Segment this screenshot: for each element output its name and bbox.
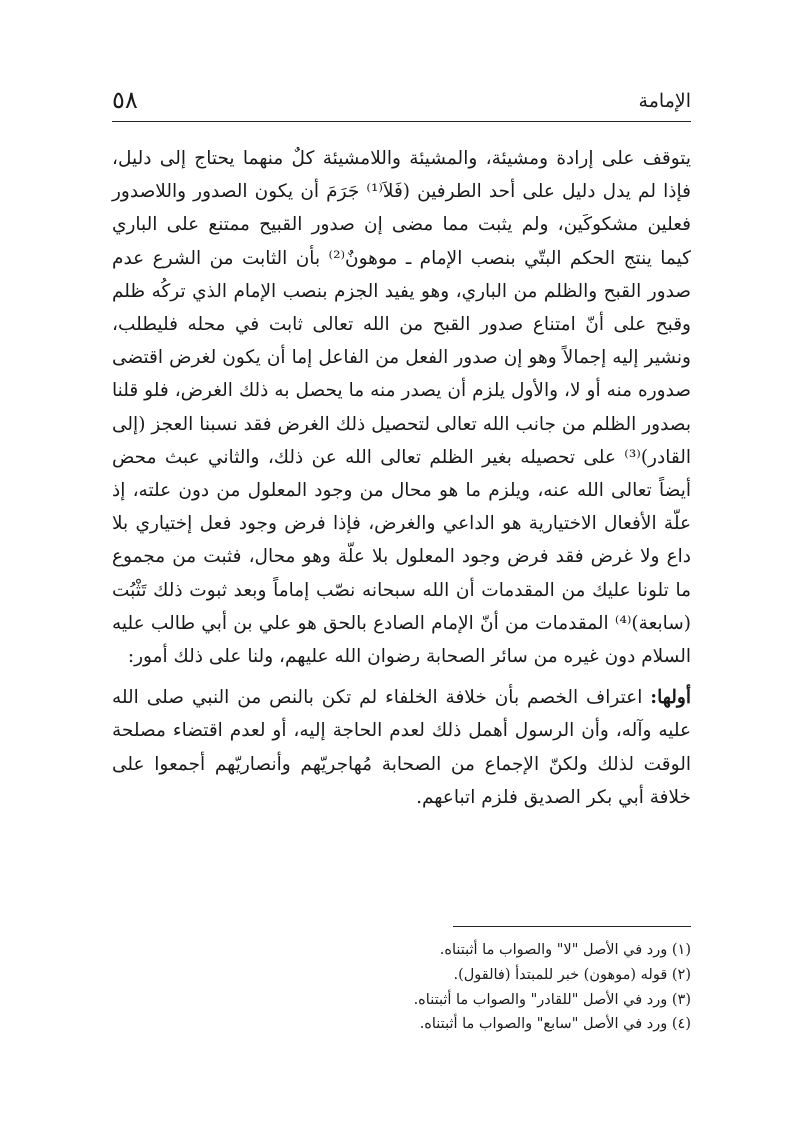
paragraph-point-one [112,681,691,814]
footnote-2: (٢) قوله (موهون) خبر للمبتدأ (فالقول). [453,966,691,983]
point-one-lead: أولها: [650,687,691,709]
point-one-text: اعتراف الخصم بأن خلافة الخلفاء لم تكن بالنص من النبي صلى الله عليه وآله، وأن الرسول أهمل ذلك لعدم الحاجة إليه، أو لعدم اقتضاء مصلحة الوقت لذلك ولكنّ الإجماع من الصحابة مُهاجريّهم وأنصاريّهم أجمعوا على خلافة أبي بكر الصديق فلزم اتباعهم. [112,687,691,808]
paragraph-main: يتوقف على إرادة ومشيئة، والمشيئة واللامشيئة كلٌ منهما يحتاج إلى دليل، فإذا لم يدل دليل على أحد الطرفين (فَلاَ⁽¹⁾ جَرَمَ أن يكون الصدور واللاصدور فعلين مشكوكَين، ولم يثبت مما مضى إن صدور القبيح ممتنع على الباري كيما ينتج الحكم البتّي بنصب الإمام ـ موهونٌ⁽²⁾ بأن الثابت من الشرع عدم صدور القبح والظلم من الباري، وهو يفيد الجزم بنصب الإمام الذي تركُه ظلم وقبح على أنّ امتناع صدور القبح من الله تعالى ثابت في محله فليطلب، ونشير إليه إجمالاً وهو إن صدور الفعل من الفاعل إما أن يكون لغرض اقتضى صدوره منه أو لا، والأول يلزم أن يصدر منه ما يحصل به ذلك الغرض، فلو قلنا بصدور الظلم من جانب الله تعالى لتحصيل ذلك الغرض فقد نسبنا العجز (إلى القادر)⁽³⁾ على تحصيله بغير الظلم تعالى الله عن ذلك، والثاني عبث محض أيضاً تعالى الله عنه، ويلزم ما هو محال من وجود المعلول من دون علته، إذ علّة الأفعال الاختيارية هو الداعي والغرض، فإذا فرض وجود فعل إختياري بلا داع ولا غرض فقد فرض وجود المعلول بلا علّة وهو محال، فثبت من مجموع ما تلونا عليك من المقدمات أن الله سبحانه نصّب إماماً وبعد ثبوت ذلك تَثْبُت (سابعة)⁽⁴⁾ المقدمات من أنّ الإمام الصادع بالحق هو علي بن أبي طالب عليه السلام دون غيره من سائر الصحابة رضوان الله عليهم، ولنا على ذلك أمور: [112,148,691,668]
running-title: الإمامة [638,90,691,112]
footnote-rule [453,926,691,927]
main-text [112,142,691,814]
footnote-4: (٤) ورد في الأصل "سابع" والصواب ما أثبتناه. [419,1016,691,1033]
header-rule [112,121,691,122]
footnotes [112,938,691,1037]
page-number: ٥٨ [112,86,138,114]
page-header [112,86,691,122]
footnote-3: (٣) ورد في الأصل "للقادر" والصواب ما أثبتناه. [413,991,691,1008]
footnote-1: (١) ورد في الأصل "لا" والصواب ما أثبتناه. [439,942,691,958]
